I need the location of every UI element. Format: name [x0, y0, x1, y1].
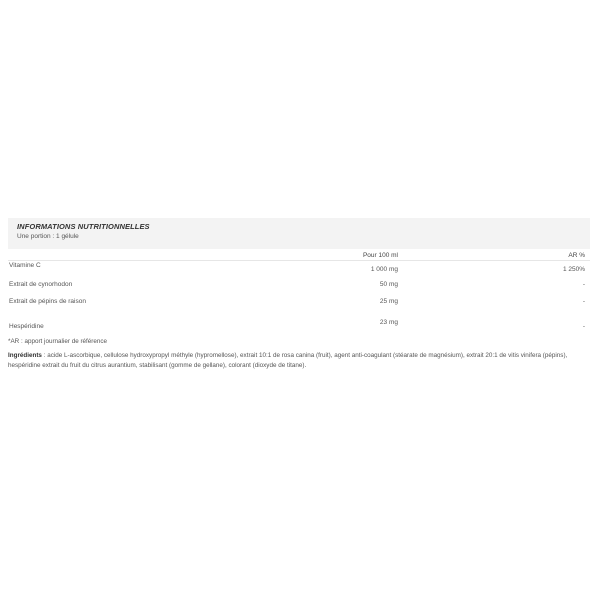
col-ar-header: AR %	[568, 252, 585, 259]
nutrient-name: Vitamine C	[9, 262, 41, 269]
nutrient-row	[8, 277, 590, 292]
column-headers	[8, 249, 590, 261]
nutrient-value: 1 000 mg	[370, 266, 398, 273]
nutrient-name: Hespéridine	[9, 323, 44, 330]
nutrient-name: Extrait de cynorhodon	[9, 281, 73, 288]
nutrient-ar: 1 250%	[562, 266, 585, 273]
ingredients	[8, 351, 590, 371]
nutrient-value: 23 mg	[379, 319, 398, 326]
nutrient-ar: -	[582, 281, 585, 288]
nutrient-row	[8, 292, 590, 314]
nutrition-panel	[8, 218, 590, 371]
nutrition-header	[8, 218, 590, 249]
nutrient-value: 25 mg	[379, 298, 398, 305]
nutrient-value: 50 mg	[379, 281, 398, 288]
nutrient-ar: -	[582, 298, 585, 305]
nutrient-ar: -	[582, 323, 585, 330]
nutrient-row	[8, 261, 590, 277]
serving-size: Une portion : 1 gélule	[17, 233, 79, 240]
ingredients-label: Ingrédients	[8, 352, 42, 359]
nutrient-name: Extrait de pépins de raison	[9, 298, 86, 305]
footnote: *AR : apport journalier de référence	[8, 338, 108, 345]
nutrient-row	[8, 314, 590, 334]
col-per100-header: Pour 100 ml	[362, 252, 398, 259]
ingredients-text: : acide L-ascorbique, cellulose hydroxypropyl méthyle (hypromellose), extrait 10:1 de rosa canina (fruit), agent anti-coagulant (stéarate de magnésium), extrait 20:1 de vitis vinifera (pépins), hespéridine extrait du fruit du citrus aurantium, stabilisant (gomme de gellane), colorant (dioxyde de titane).	[8, 352, 568, 369]
nutrition-title: INFORMATIONS NUTRITIONNELLES	[17, 222, 150, 231]
